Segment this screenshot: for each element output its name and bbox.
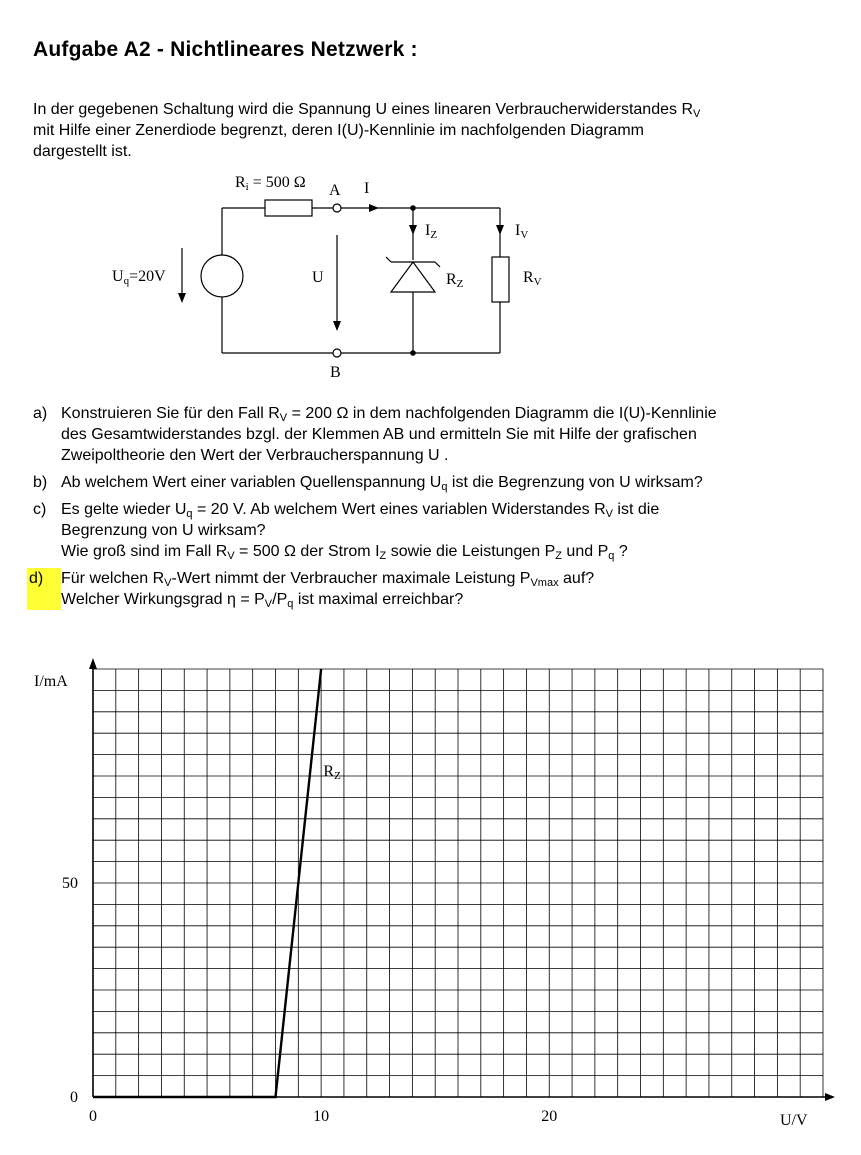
circuit-diagram — [0, 165, 861, 385]
iu-characteristic-chart — [0, 655, 861, 1150]
ri-label: Ri = 500 Ω — [235, 174, 306, 193]
voltage-source-symbol — [201, 255, 243, 297]
x-axis-label: U/V — [780, 1112, 808, 1129]
uq-label: Uq=20V — [112, 268, 166, 287]
current-iv-arrow — [496, 225, 504, 235]
node-b-terminal — [333, 349, 341, 357]
x-tick-label: 0 — [89, 1108, 97, 1125]
intro-paragraph — [33, 99, 833, 162]
question-a: a) Konstruieren Sie für den Fall $R_V = 200$ Ω in dem nachfolgenden Diagramm die I(U)-Kennlinie des Gesamtwiderstandes bzgl. der Klemmen AB und ermitteln Sie mit Hilfe der grafischen Zweipoltheorie den Wert der Verbraucherspannung U . — [33, 405, 717, 464]
intro-line-3: dargestellt ist. — [33, 143, 132, 160]
ri-resistor — [265, 200, 312, 216]
question-a-label: a) — [33, 405, 48, 422]
u-arrow — [333, 321, 341, 331]
question-c: c) Es gelte wieder $U_q = 20$ V. Ab welchem Wert eines variablen Widerstandes $R_V$ ist die Begrenzung von U wirksam? Wie groß sind im Fall $R_V = 500$ Ω der Strom $I_Z$ sowie die Leistungen $P_Z$ und $P_q$ ? — [33, 501, 660, 562]
question-list — [29, 403, 843, 616]
current-iz-arrow — [409, 225, 417, 235]
x-tick-label: 20 — [541, 1108, 558, 1125]
series-label-rz: RZ — [323, 763, 341, 782]
y-tick-label: 50 — [62, 875, 78, 892]
intro-line-1: In der gegebenen Schaltung wird die Spannung U eines linearen Verbraucherwiderstandes $R_V$ — [33, 101, 701, 120]
current-i-label: I — [364, 180, 370, 197]
chart-grid — [93, 669, 823, 1097]
junction-top — [410, 205, 416, 211]
question-d-label-highlighted: d) — [27, 568, 61, 610]
question-b: b) Ab welchem Wert einer variablen Quellenspannung $U_q$ ist die Begrenzung von U wirksam? — [33, 474, 703, 493]
current-i-arrow — [369, 204, 379, 212]
question-b-label: b) — [33, 474, 48, 491]
x-axis-arrow — [825, 1093, 835, 1101]
intro-line-2: mit Hilfe einer Zenerdiode begrenzt, deren I(U)-Kennlinie im nachfolgenden Diagramm — [33, 122, 644, 139]
y-axis-label: I/mA — [34, 673, 68, 690]
node-b-label: B — [330, 364, 341, 381]
iz-label: IZ — [425, 222, 438, 241]
y-tick-label: 0 — [70, 1089, 78, 1106]
zener-diode-symbol — [391, 262, 435, 292]
node-a-terminal — [333, 204, 341, 212]
rv-resistor — [492, 257, 509, 302]
u-label: U — [312, 269, 324, 286]
rz-label: RZ — [446, 271, 464, 290]
question-c-label: c) — [33, 501, 47, 518]
rv-label: RV — [523, 269, 542, 288]
y-axis-arrow — [89, 658, 97, 669]
page-title: Aufgabe A2 - Nichtlineares Netzwerk : — [33, 38, 418, 61]
node-a-label: A — [329, 182, 341, 199]
junction-bottom — [410, 350, 416, 356]
uq-arrow — [178, 293, 186, 303]
question-d: d) Für welchen $R_V$-Wert nimmt der Verbraucher maximale Leistung $P_{Vmax}$ auf? Welcher Wirkungsgrad $\eta = P_V/P_q$ ist maximal erreichbar? — [29, 570, 595, 610]
chart-axes — [89, 658, 835, 1101]
iv-label: IV — [515, 222, 529, 241]
x-tick-label: 10 — [313, 1108, 330, 1125]
chart-tick-labels — [62, 875, 557, 1125]
